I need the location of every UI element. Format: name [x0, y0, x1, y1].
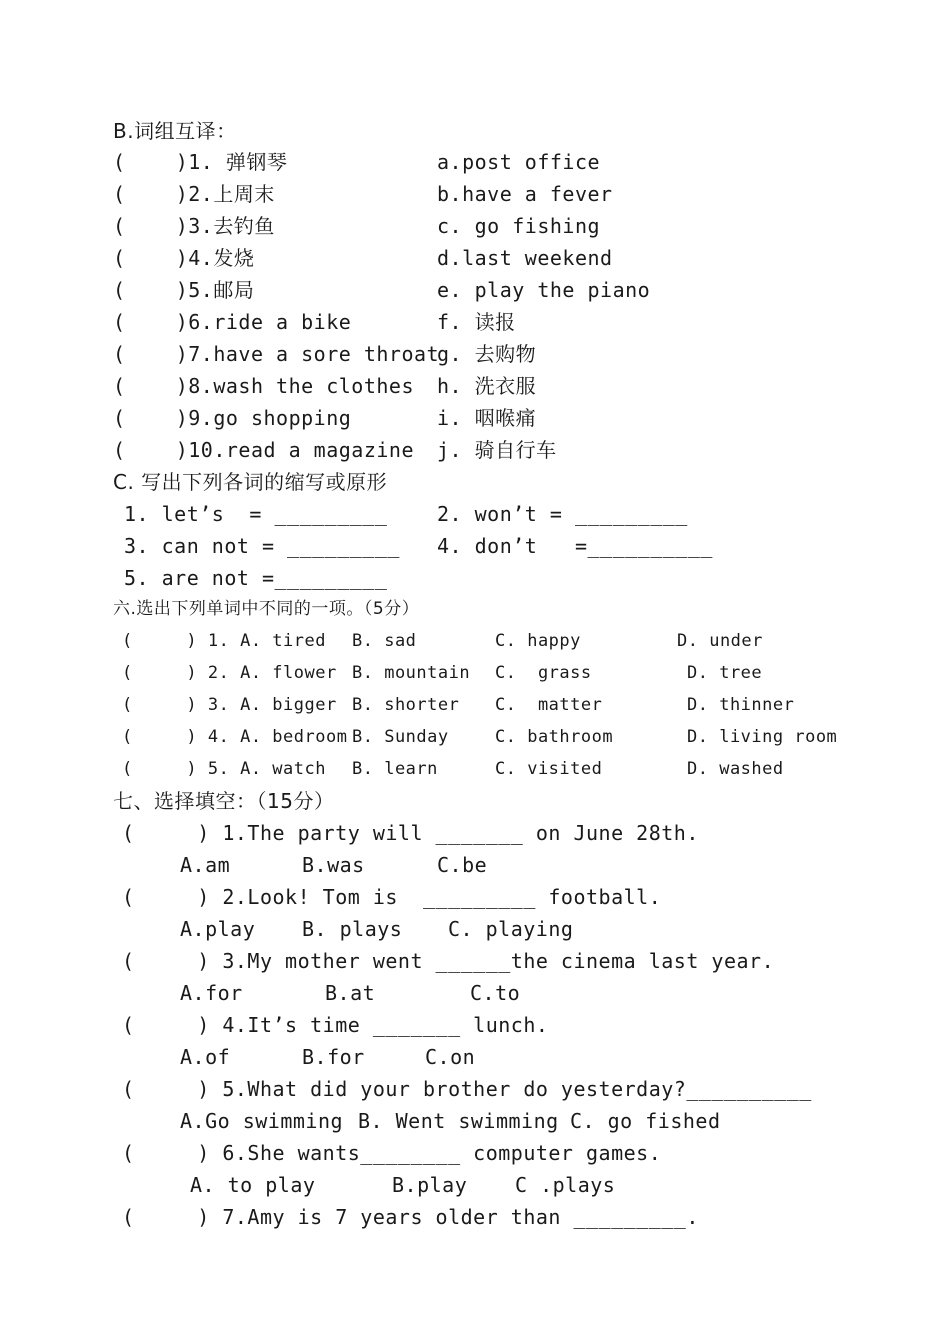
section-6-item-3-c: C. matter — [495, 695, 603, 715]
section-b-left-3: ( )3.去钓鱼 — [113, 214, 275, 238]
section-6-item-1-d: D. under — [677, 631, 763, 651]
section-7-option-6-a: A. to play — [190, 1173, 316, 1197]
section-b-left-2: ( )2.上周末 — [113, 182, 275, 206]
section-7-question-1: ( ) 1.The party will _______ on June 28th. — [122, 821, 699, 845]
section-7-option-5-c: C. go fished — [570, 1109, 721, 1133]
section-c-heading: C. 写出下列各词的缩写或原形 — [113, 470, 388, 494]
section-6-item-4-a: ( ) 4. A. bedroom — [122, 727, 348, 747]
section-7-option-4-b: B.for — [302, 1045, 365, 1069]
section-b-right-8: h. 洗衣服 — [437, 374, 537, 398]
section-6-item-1-c: C. happy — [495, 631, 581, 651]
section-7-heading: 七、选择填空：（15分） — [113, 789, 335, 813]
section-b-right-5: e. play the piano — [437, 278, 651, 302]
section-6-item-1-a: ( ) 1. A. tired — [122, 631, 326, 651]
section-6-item-3-a: ( ) 3. A. bigger — [122, 695, 337, 715]
section-b-left-8: ( )8.wash the clothes — [113, 374, 414, 398]
section-6-heading: 六.选出下列单词中不同的一项。（5分） — [113, 599, 420, 619]
section-b-left-9: ( )9.go shopping — [113, 406, 352, 430]
section-7-option-5-a: A.Go swimming — [180, 1109, 344, 1133]
section-7-option-1-c: C.be — [437, 853, 488, 877]
section-6-item-2-d: D. tree — [687, 663, 763, 683]
section-c-left-2: 3. can not = _________ — [124, 534, 400, 558]
section-c-right-1: 2. won’t = _________ — [437, 502, 688, 526]
section-6-item-3-b: B. shorter — [352, 695, 460, 715]
section-7-question-7: ( ) 7.Amy is 7 years older than _________. — [122, 1205, 699, 1229]
section-6-item-5-a: ( ) 5. A. watch — [122, 759, 326, 779]
section-b-right-6: f. 读报 — [437, 310, 516, 334]
section-c-right-2: 4. don’t =__________ — [437, 534, 713, 558]
section-b-left-5: ( )5.邮局 — [113, 278, 255, 302]
section-7-question-3: ( ) 3.My mother went ______the cinema last year. — [122, 949, 775, 973]
section-7-option-3-c: C.to — [470, 981, 521, 1005]
section-7-option-2-c: C. playing — [448, 917, 574, 941]
section-b-right-2: b.have a fever — [437, 182, 613, 206]
section-6-item-5-c: C. visited — [495, 759, 603, 779]
section-7-option-4-c: C.on — [425, 1045, 476, 1069]
section-6-item-4-d: D. living room — [687, 727, 838, 747]
section-b-left-10: ( )10.read a magazine — [113, 438, 414, 462]
section-b-right-9: i. 咽喉痛 — [437, 406, 537, 430]
section-b-left-7: ( )7.have a sore throat — [113, 342, 440, 366]
section-b-left-1: ( )1. 弹钢琴 — [113, 150, 288, 174]
section-b-heading: B.词组互译： — [113, 119, 237, 143]
section-7-option-3-a: A.for — [180, 981, 243, 1005]
section-b-right-7: g. 去购物 — [437, 342, 537, 366]
section-7-option-3-b: B.at — [325, 981, 376, 1005]
section-7-question-6: ( ) 6.She wants________ computer games. — [122, 1141, 662, 1165]
section-b-left-4: ( )4.发烧 — [113, 246, 255, 270]
section-7-option-4-a: A.of — [180, 1045, 231, 1069]
section-6-item-4-b: B. Sunday — [352, 727, 449, 747]
section-b-right-4: d.last weekend — [437, 246, 613, 270]
section-7-question-4: ( ) 4.It’s time _______ lunch. — [122, 1013, 549, 1037]
section-7-option-6-c: C .plays — [515, 1173, 616, 1197]
section-6-item-2-c: C. grass — [495, 663, 592, 683]
section-c-left-1: 1. let’s = _________ — [124, 502, 388, 526]
section-6-item-2-a: ( ) 2. A. flower — [122, 663, 337, 683]
section-7-question-2: ( ) 2.Look! Tom is _________ football. — [122, 885, 662, 909]
section-7-option-1-a: A.am — [180, 853, 231, 877]
section-b-right-3: c. go fishing — [437, 214, 601, 238]
section-b-right-1: a.post office — [437, 150, 601, 174]
section-6-item-5-b: B. learn — [352, 759, 438, 779]
section-7-option-2-b: B. plays — [302, 917, 403, 941]
section-c-left-3: 5. are not =_________ — [124, 566, 388, 590]
section-b-right-10: j. 骑自行车 — [437, 438, 557, 462]
section-7-option-2-a: A.play — [180, 917, 256, 941]
section-7-option-1-b: B.was — [302, 853, 365, 877]
section-7-option-6-b: B.play — [392, 1173, 468, 1197]
section-6-item-5-d: D. washed — [687, 759, 784, 779]
section-6-item-3-d: D. thinner — [687, 695, 795, 715]
section-7-question-5: ( ) 5.What did your brother do yesterday?__________ — [122, 1077, 812, 1101]
section-6-item-4-c: C. bathroom — [495, 727, 614, 747]
section-7-option-5-b: B. Went swimming — [358, 1109, 559, 1133]
section-6-item-1-b: B. sad — [352, 631, 417, 651]
section-6-item-2-b: B. mountain — [352, 663, 471, 683]
section-b-left-6: ( )6.ride a bike — [113, 310, 352, 334]
